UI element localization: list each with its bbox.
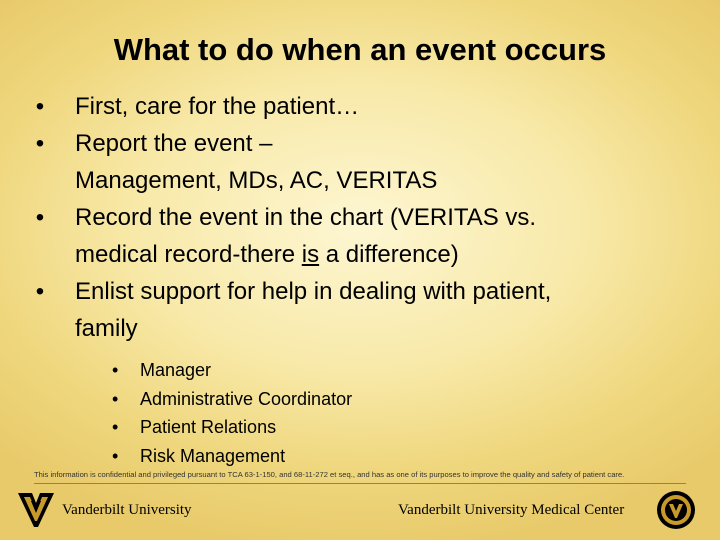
- support-sub-list: [112, 356, 352, 470]
- sub-bullet-text: Administrative Coordinator: [140, 388, 353, 409]
- sub-bullet-risk-management: [112, 442, 352, 471]
- footer-divider: [34, 483, 686, 484]
- sub-bullet-manager: [112, 356, 352, 385]
- sub-bullet-patient-relations: [112, 413, 352, 442]
- bullet-marker: •: [35, 130, 45, 157]
- bullet-marker: •: [112, 388, 119, 409]
- bullet-marker: •: [35, 93, 45, 120]
- bullet-text-part: a difference): [319, 241, 459, 268]
- footer-left-text: Vanderbilt University: [62, 502, 192, 518]
- sub-bullet-text: Risk Management: [140, 445, 286, 466]
- bullet-marker: •: [112, 445, 119, 466]
- bullet-marker: •: [35, 278, 45, 305]
- confidentiality-disclaimer: This information is confidential and privileged pursuant to TCA 63-1-150, and 68-11-272 et seq., and has as one of its purposes to improve the quality and safety of patient care.: [34, 470, 625, 479]
- vanderbilt-v-logo-icon: [18, 489, 54, 529]
- bullet-marker: •: [35, 204, 45, 231]
- bullet-text: Record the event in the chart (VERITAS vs.: [75, 204, 537, 231]
- sub-bullet-admin-coordinator: [112, 385, 352, 414]
- sub-bullet-text: Patient Relations: [140, 417, 277, 437]
- medical-center-seal-icon: [656, 490, 696, 530]
- sub-bullet-text: Manager: [140, 360, 212, 380]
- bullet-continuation: [75, 236, 690, 273]
- bullet-text-part: medical record-there: [75, 241, 302, 268]
- main-bullet-list: [30, 88, 690, 347]
- bullet-report-event: [30, 125, 690, 199]
- bullet-enlist-support: [30, 273, 690, 347]
- underlined-word: is: [301, 241, 320, 268]
- bullet-marker: •: [112, 417, 119, 437]
- bullet-marker: •: [112, 360, 119, 380]
- bullet-text: Enlist support for help in dealing with patient,: [75, 278, 552, 305]
- bullet-care-for-patient: [30, 88, 690, 125]
- bullet-record-event: [30, 199, 690, 273]
- slide-title: What to do when an event occurs: [113, 32, 607, 67]
- footer-right-text: Vanderbilt University Medical Center: [398, 502, 625, 518]
- bullet-text: First, care for the patient…: [75, 93, 360, 120]
- bullet-continuation: family: [75, 315, 138, 342]
- bullet-continuation: Management, MDs, AC, VERITAS: [75, 167, 438, 194]
- bullet-text: Report the event –: [75, 130, 273, 157]
